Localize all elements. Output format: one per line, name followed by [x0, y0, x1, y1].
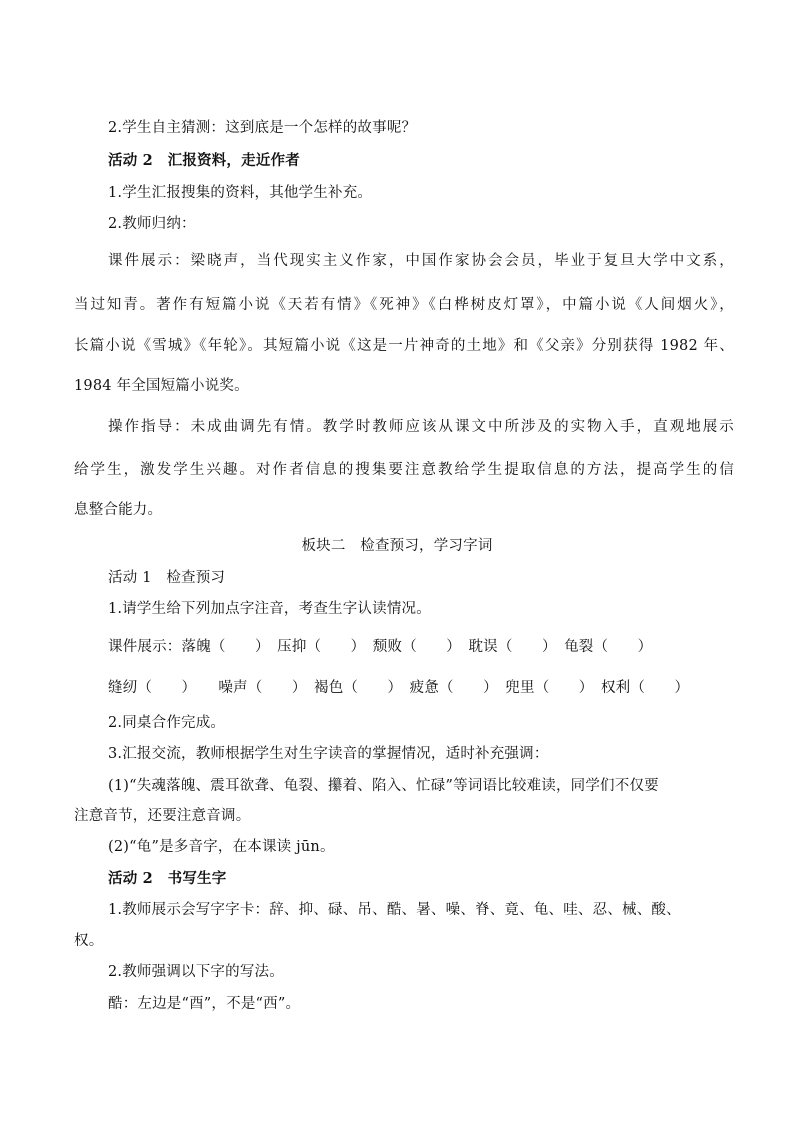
activity-2-heading: 活动 2 汇报资料，走近作者: [108, 152, 300, 169]
section-2-title: 板块二 检查预习，学习字词: [301, 538, 493, 554]
pinyin-words-line-1: 课件展示：落魄（ ） 压抑（ ） 颓败（ ） 耽误（ ） 龟裂（ ）: [108, 639, 653, 655]
character-cards-line-2: 权。: [74, 933, 104, 949]
polyphone-note-line: (2)“龟”是多音字，在本课读 jūn。: [108, 839, 335, 855]
courseware-author-line-1: 课件展示：梁晓声，当代现实主义作家，中国作家协会会员，毕业于复旦大学中文系，: [108, 253, 734, 269]
courseware-author-line-4: 1984 年全国短篇小说奖。: [74, 378, 249, 394]
operation-guide-line-3: 息整合能力。: [74, 502, 163, 518]
report-materials-line: 1.学生汇报搜集的资料，其他学生补充。: [108, 185, 373, 201]
difficult-words-line-2: 注意音节，还要注意音调。: [74, 808, 251, 824]
operation-guide-line-1: 操作指导：未成曲调先有情。教学时教师应该从课文中所涉及的实物入手，直观地展示: [108, 419, 734, 435]
pair-work-line: 2.同桌合作完成。: [108, 715, 226, 731]
courseware-author-line-3: 长篇小说《雪城》《年轮》。其短篇小说《这是一片神奇的土地》和《父亲》分别获得 1982 年、: [74, 338, 734, 354]
character-cards-line-1: 1.教师展示会写字字卡：辞、抑、碌、吊、酷、暑、噪、脊、竟、龟、哇、忍、械、酸、: [108, 902, 681, 918]
pinyin-words-line-2: 缝纫（ ） 噪声（ ） 褐色（ ） 疲惫（ ） 兜里（ ） 权利（ ）: [108, 680, 690, 696]
difficult-words-line-1: (1)“失魂落魄、震耳欲聋、龟裂、攥着、陷入、忙碌”等词语比较难读，同学们不仅要: [108, 778, 659, 794]
pinyin-task-line: 1.请学生给下列加点字注音，考查生字认读情况。: [108, 601, 431, 617]
character-ku-note: 酷：左边是“酉”，不是“西”。: [108, 996, 301, 1012]
activity-2-writing-heading: 活动 2 书写生字: [108, 870, 227, 887]
teacher-summary-label: 2.教师归纳：: [108, 216, 196, 232]
report-exchange-line: 3.汇报交流，教师根据学生对生字读音的掌握情况，适时补充强调：: [108, 746, 549, 762]
activity-1-heading: 活动 1 检查预习: [108, 570, 226, 586]
writing-emphasis-line: 2.教师强调以下字的写法。: [108, 964, 284, 980]
guess-question-line: 2.学生自主猜测：这到底是一个怎样的故事呢？: [108, 120, 417, 136]
courseware-author-line-2: 当过知青。著作有短篇小说《天若有情》《死神》《白桦树皮灯罩》，中篇小说《人间烟火》，: [74, 297, 734, 313]
operation-guide-line-2: 给学生，激发学生兴趣。对作者信息的搜集要注意教给学生提取信息的方法，提高学生的信: [74, 462, 734, 478]
